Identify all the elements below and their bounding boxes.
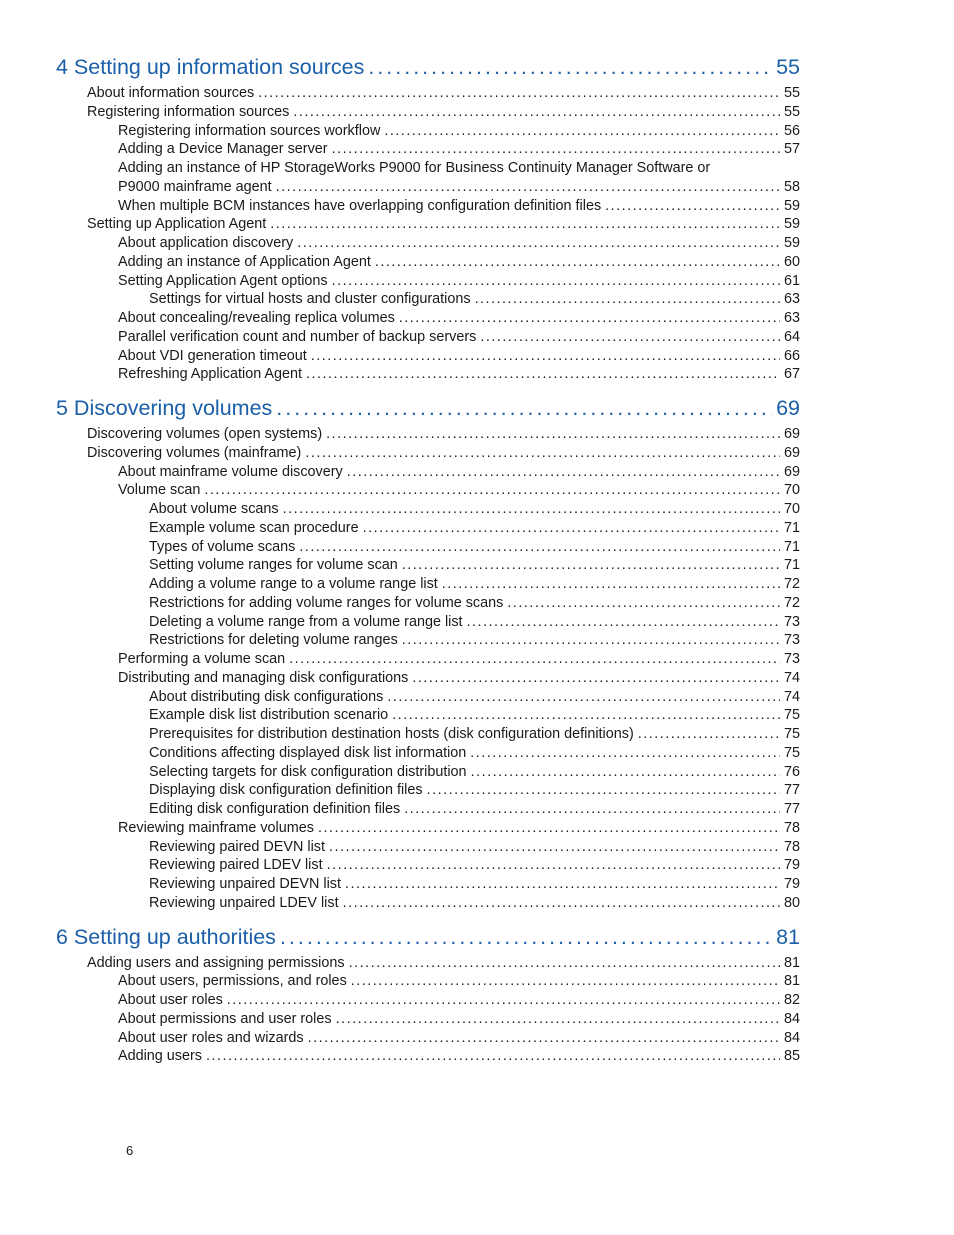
toc-entry[interactable] xyxy=(56,894,800,913)
entry-page-number: 67 xyxy=(783,366,800,383)
dot-leader xyxy=(299,538,780,557)
entry-title: When multiple BCM instances have overlapping configuration definition files xyxy=(118,197,602,214)
dot-leader xyxy=(347,463,780,482)
entry-page-number: 60 xyxy=(783,253,800,270)
toc-entry[interactable] xyxy=(56,215,800,234)
entry-page-number: 55 xyxy=(783,85,800,101)
entry-title: Deleting a volume range from a volume range list xyxy=(149,613,463,630)
entry-page-number: 72 xyxy=(783,576,800,592)
dot-leader xyxy=(402,631,780,650)
dot-leader xyxy=(475,290,780,309)
entry-title: Adding users and assigning permissions xyxy=(87,954,345,971)
entry-page-number: 55 xyxy=(783,103,800,120)
dot-leader xyxy=(258,84,780,103)
dot-leader xyxy=(311,347,780,366)
entry-title: Adding a volume range to a volume range list xyxy=(149,576,438,592)
entry-page-number: 75 xyxy=(783,726,800,742)
toc-entry[interactable] xyxy=(56,575,800,594)
dot-leader xyxy=(507,594,780,613)
toc-entry[interactable] xyxy=(56,159,800,197)
chapter-title: 5 Discovering volumes xyxy=(56,396,273,420)
entry-page-number: 69 xyxy=(783,463,800,480)
dot-leader xyxy=(363,519,780,538)
entry-title: About permissions and user roles xyxy=(118,1010,332,1027)
entry-title: Types of volume scans xyxy=(149,538,296,555)
toc-entry[interactable] xyxy=(56,594,800,613)
dot-leader xyxy=(283,500,780,519)
page-number: 6 xyxy=(126,1143,134,1158)
dot-leader xyxy=(345,875,780,894)
dot-leader xyxy=(638,725,780,744)
entry-title: Conditions affecting displayed disk list information xyxy=(149,744,467,761)
dot-leader xyxy=(206,1047,780,1066)
entry-title: Discovering volumes (open systems) xyxy=(87,426,323,442)
entry-page-number: 75 xyxy=(783,707,800,724)
entry-title: Editing disk configuration definition files xyxy=(149,801,401,817)
entry-page-number: 70 xyxy=(783,482,800,499)
entry-page-number: 72 xyxy=(783,594,800,611)
toc-entry[interactable] xyxy=(56,688,800,707)
dot-leader xyxy=(270,215,780,234)
entry-page-number: 82 xyxy=(783,992,800,1008)
dot-leader xyxy=(480,328,780,347)
dot-leader xyxy=(306,365,780,384)
toc-entry[interactable] xyxy=(56,365,800,384)
dot-leader xyxy=(384,122,780,141)
toc-entry[interactable] xyxy=(56,290,800,309)
toc-entry[interactable] xyxy=(56,538,800,557)
toc-entry[interactable] xyxy=(56,763,800,782)
entry-page-number: 63 xyxy=(783,310,800,326)
toc-entry[interactable] xyxy=(56,781,800,800)
entry-title-line2: P9000 mainframe agent xyxy=(118,178,272,195)
entry-title: Adding users xyxy=(118,1048,202,1065)
dot-leader xyxy=(343,894,780,913)
dot-leader xyxy=(293,103,780,122)
toc-entry[interactable] xyxy=(56,197,800,216)
toc-entry[interactable] xyxy=(56,272,800,291)
entry-title: Registering information sources workflow xyxy=(118,122,381,139)
toc-entry[interactable] xyxy=(56,1029,800,1048)
chapter-page-number: 55 xyxy=(776,55,800,79)
entry-page-number: 63 xyxy=(783,291,800,308)
entry-title: Reviewing paired LDEV list xyxy=(149,857,323,874)
toc-entry[interactable] xyxy=(56,234,800,253)
entry-page-number: 66 xyxy=(783,347,800,364)
dot-leader xyxy=(227,991,780,1010)
toc-entry[interactable] xyxy=(56,650,800,669)
dot-leader xyxy=(280,920,772,954)
toc-entry[interactable] xyxy=(56,500,800,519)
entry-page-number: 70 xyxy=(783,501,800,517)
entry-title: About information sources xyxy=(87,85,255,101)
entry-title: Setting volume ranges for volume scan xyxy=(149,557,398,574)
entry-title: Parallel verification count and number of backup servers xyxy=(118,328,477,345)
dot-leader xyxy=(332,140,780,159)
toc-entry[interactable] xyxy=(56,991,800,1010)
toc-entry[interactable] xyxy=(56,725,800,744)
dot-leader xyxy=(387,688,780,707)
toc-entry[interactable] xyxy=(56,856,800,875)
entry-page-number: 79 xyxy=(783,857,800,874)
entry-page-number: 69 xyxy=(783,444,800,461)
dot-leader xyxy=(399,309,780,328)
dot-leader xyxy=(351,972,780,991)
entry-title: Volume scan xyxy=(118,482,201,499)
chapter-heading[interactable] xyxy=(56,50,800,84)
toc-entry[interactable] xyxy=(56,122,800,141)
toc-entry[interactable] xyxy=(56,669,800,688)
entry-title: Displaying disk configuration definition files xyxy=(149,782,423,799)
toc-entry[interactable] xyxy=(56,463,800,482)
entry-title: Registering information sources xyxy=(87,103,290,120)
entry-title: About user roles xyxy=(118,992,223,1008)
entry-title: Performing a volume scan xyxy=(118,651,286,667)
entry-title: Settings for virtual hosts and cluster configurations xyxy=(149,291,471,308)
dot-leader xyxy=(412,669,780,688)
chapter-title: 6 Setting up authorities xyxy=(56,924,276,949)
toc-entry[interactable] xyxy=(56,253,800,272)
dot-leader xyxy=(368,50,772,84)
entry-page-number: 76 xyxy=(783,763,800,780)
entry-page-number: 64 xyxy=(783,328,800,345)
toc-entry[interactable] xyxy=(56,328,800,347)
chapter-heading[interactable] xyxy=(56,391,800,425)
chapter-title: 4 Setting up information sources xyxy=(56,55,365,79)
entry-title-line1: Adding an instance of HP StorageWorks P9000 for Business Continuity Manager Software or xyxy=(118,160,711,176)
toc-entry[interactable] xyxy=(56,875,800,894)
entry-title: Adding an instance of Application Agent xyxy=(118,253,371,270)
dot-leader xyxy=(349,954,780,973)
entry-title: About mainframe volume discovery xyxy=(118,463,343,480)
toc-entry[interactable] xyxy=(56,744,800,763)
dot-leader xyxy=(467,613,780,632)
entry-page-number: 73 xyxy=(783,632,800,649)
dot-leader xyxy=(308,1029,780,1048)
toc-entry[interactable] xyxy=(56,347,800,366)
entry-page-number: 77 xyxy=(783,801,800,817)
entry-title: Setting up Application Agent xyxy=(87,216,267,233)
entry-page-number: 85 xyxy=(783,1048,800,1065)
toc-entry[interactable] xyxy=(56,631,800,650)
dot-leader xyxy=(470,744,780,763)
entry-page-number: 74 xyxy=(783,688,800,705)
entry-title: About volume scans xyxy=(149,501,279,517)
entry-title: Adding a Device Manager server xyxy=(118,141,328,158)
entry-title: Prerequisites for distribution destination hosts (disk configuration definitions) xyxy=(149,726,634,742)
entry-page-number: 75 xyxy=(783,744,800,761)
toc-entry[interactable] xyxy=(56,425,800,444)
entry-page-number: 69 xyxy=(783,426,800,442)
toc-entry[interactable] xyxy=(56,140,800,159)
entry-page-number: 84 xyxy=(783,1010,800,1027)
dot-leader xyxy=(332,272,780,291)
toc-entry[interactable] xyxy=(56,1010,800,1029)
entry-title: About concealing/revealing replica volumes xyxy=(118,310,395,326)
entry-title: Discovering volumes (mainframe) xyxy=(87,444,302,461)
toc-entry[interactable] xyxy=(56,519,800,538)
toc-entry[interactable] xyxy=(56,84,800,103)
toc-entry[interactable] xyxy=(56,556,800,575)
entry-page-number: 59 xyxy=(783,197,800,214)
dot-leader xyxy=(318,819,780,838)
entry-page-number: 74 xyxy=(783,669,800,686)
entry-title: Refreshing Application Agent xyxy=(118,366,303,383)
entry-page-number: 77 xyxy=(783,782,800,799)
dot-leader xyxy=(471,763,780,782)
entry-page-number: 57 xyxy=(783,141,800,158)
entry-title: Reviewing unpaired DEVN list xyxy=(149,876,341,892)
toc-entry[interactable] xyxy=(56,309,800,328)
entry-page-number: 78 xyxy=(783,838,800,855)
dot-leader xyxy=(276,391,772,425)
toc-entry[interactable] xyxy=(56,706,800,725)
dot-leader xyxy=(336,1010,780,1029)
entry-page-number: 81 xyxy=(783,954,800,971)
dot-leader xyxy=(404,800,780,819)
entry-page-number: 80 xyxy=(783,894,800,911)
entry-page-number: 56 xyxy=(783,122,800,139)
entry-page-number: 79 xyxy=(783,876,800,892)
entry-title: About VDI generation timeout xyxy=(118,347,307,364)
dot-leader xyxy=(402,556,780,575)
toc-entry[interactable] xyxy=(56,800,800,819)
toc-entry[interactable] xyxy=(56,103,800,122)
table-of-contents xyxy=(56,50,800,1066)
entry-title: Reviewing unpaired LDEV list xyxy=(149,894,339,911)
entry-page-number: 59 xyxy=(783,216,800,233)
entry-title: Restrictions for deleting volume ranges xyxy=(149,632,398,649)
entry-page-number: 71 xyxy=(783,538,800,555)
entry-title: Reviewing mainframe volumes xyxy=(118,819,314,836)
dot-leader xyxy=(276,178,780,197)
toc-entry[interactable] xyxy=(56,954,800,973)
entry-page-number: 81 xyxy=(783,973,800,990)
entry-page-number: 59 xyxy=(783,235,800,251)
dot-leader xyxy=(327,856,780,875)
dot-leader xyxy=(326,425,780,444)
dot-leader xyxy=(289,650,780,669)
entry-page-number: 73 xyxy=(783,651,800,667)
chapter-heading[interactable] xyxy=(56,920,800,954)
entry-page-number: 78 xyxy=(783,819,800,836)
toc-entry[interactable] xyxy=(56,838,800,857)
entry-title: Reviewing paired DEVN list xyxy=(149,838,325,855)
entry-title: About application discovery xyxy=(118,235,294,251)
entry-page-number: 71 xyxy=(783,519,800,536)
dot-leader xyxy=(204,481,780,500)
chapter-page-number: 69 xyxy=(776,396,800,420)
dot-leader xyxy=(297,234,780,253)
dot-leader xyxy=(427,781,780,800)
entry-title: About user roles and wizards xyxy=(118,1029,304,1046)
entry-title: Restrictions for adding volume ranges for volume scans xyxy=(149,594,504,611)
entry-title: Example disk list distribution scenario xyxy=(149,707,389,724)
toc-entry[interactable] xyxy=(56,819,800,838)
dot-leader xyxy=(605,197,780,216)
entry-title: Selecting targets for disk configuration distribution xyxy=(149,763,467,780)
chapter-page-number: 81 xyxy=(776,924,800,949)
entry-title: About users, permissions, and roles xyxy=(118,973,347,990)
entry-title: Example volume scan procedure xyxy=(149,519,359,536)
dot-leader xyxy=(329,838,780,857)
entry-page-number: 61 xyxy=(783,272,800,289)
dot-leader xyxy=(375,253,780,272)
entry-page-number: 71 xyxy=(783,557,800,574)
toc-entry[interactable] xyxy=(56,1047,800,1066)
dot-leader xyxy=(305,444,780,463)
entry-title: About distributing disk configurations xyxy=(149,688,384,705)
entry-title: Setting Application Agent options xyxy=(118,272,328,289)
entry-page-number: 84 xyxy=(783,1029,800,1046)
toc-entry[interactable] xyxy=(56,481,800,500)
entry-title: Distributing and managing disk configurations xyxy=(118,669,409,686)
entry-page-number: 58 xyxy=(783,178,800,195)
dot-leader xyxy=(442,575,780,594)
dot-leader xyxy=(392,706,780,725)
toc-entry[interactable] xyxy=(56,972,800,991)
entry-page-number: 73 xyxy=(783,613,800,630)
toc-entry[interactable] xyxy=(56,613,800,632)
toc-entry[interactable] xyxy=(56,444,800,463)
